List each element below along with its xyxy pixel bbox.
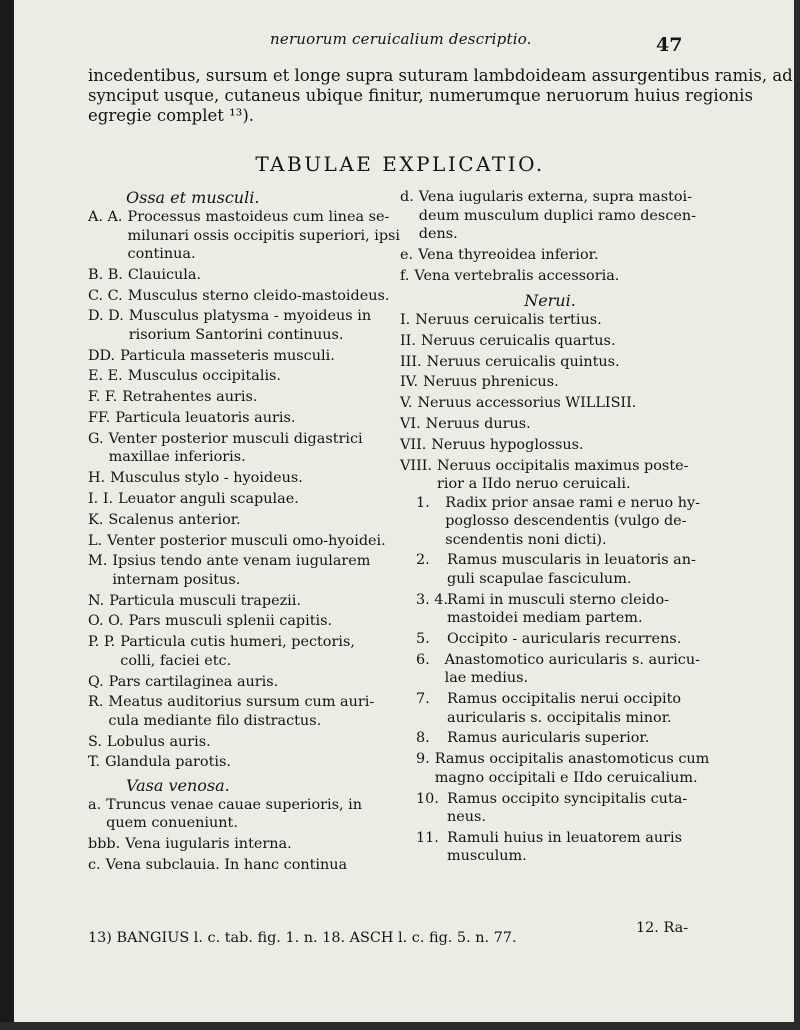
item-text-line: Neruus phrenicus. [423,374,559,391]
nerui-heading: Nerui. [524,291,576,311]
item-label: N. [88,592,105,609]
item-text-line: milunari ossis occipitis superiori, ipsi [127,227,401,244]
item-text-line: Musculus stylo - hyoideus. [110,470,303,487]
item-text [129,307,394,344]
item-label: 9. [416,751,430,768]
list-item [88,490,394,509]
item-text [107,733,394,752]
item-text-line: Pars musculi splenii capitis. [128,613,333,630]
item-text [109,592,394,611]
item-text [447,729,700,748]
item-text-line: Neruus ceruicalis quintus. [426,353,620,370]
item-label: S. [88,733,102,750]
item-label: 1. [416,494,430,511]
list-item [88,693,394,730]
item-text-line: Particula cutis humeri, pectoris, [120,634,355,651]
item-label: F. F. [88,389,118,406]
list-item [400,551,700,588]
item-text-line: Ramus occipito syncipitalis cuta- [447,790,688,807]
item-text-line: Vena thyreoidea inferior. [418,246,599,263]
list-item [88,532,394,551]
item-text-line: Venter posterior musculi digastrici [108,430,363,447]
list-item [88,287,394,306]
item-label: 6. [416,651,430,668]
item-text [418,246,700,265]
item-text-line: colli, faciei etc. [120,652,232,669]
item-text [447,790,700,827]
list-item [88,673,394,692]
list-item [400,267,700,286]
item-label: 8. [416,730,430,747]
item-label: V. [400,395,413,412]
item-text-line: Scalenus anterior. [108,511,241,528]
item-text [128,266,394,285]
item-text [445,494,700,550]
item-label: 7. [416,691,430,708]
item-label: C. C. [88,287,123,304]
item-text [122,388,394,407]
item-text-line: Lobulus auris. [106,733,211,750]
item-text-line: Particula masseteris musculi. [120,347,335,364]
item-text-line: Ramus occipitalis nerui occipito [447,691,682,708]
list-item [400,630,700,649]
list-item [400,311,700,330]
item-text-line: Neruus ceruicalis quartus. [420,332,616,349]
intro-paragraph [88,66,793,126]
nerui-list [400,311,700,494]
list-item [88,347,394,366]
list-item [88,733,394,752]
right-column [400,188,710,866]
item-text-line: dens. [418,226,458,242]
item-text [128,208,401,264]
item-text-line: Musculus sterno cleido-mastoideus. [127,287,390,304]
item-text-line: Radix prior ansae rami e neruo hy- [445,494,700,511]
item-text-line: Meatus auditorius sursum cum auri- [108,694,375,711]
list-item [88,430,394,467]
list-item [400,690,700,727]
item-text [447,630,700,649]
list-item [88,266,394,285]
running-head: neruorum ceruicalium descriptio. [270,30,532,48]
item-text [414,267,700,286]
catchword: 12. Ra- [636,920,689,936]
list-item [400,729,700,748]
item-text [110,469,394,488]
item-text-line: Anastomotico auricularis s. auricu- [444,651,700,668]
intro-line: egregie complet ¹³). [88,106,255,125]
ossa-heading: Ossa et musculi. [126,188,260,207]
item-text [105,753,394,772]
item-text-line: Neruus hypoglossus. [431,436,584,453]
item-text-line: rior a IIdo neruo ceruicali. [437,476,631,493]
footnote: 13) BANGIUS l. c. tab. fig. 1. n. 18. ASCH l. c. fig. 5. n. 77. [88,930,517,946]
item-text-line: Vena iugularis interna. [125,836,292,853]
item-text-line: Vena iugularis externa, supra mastoi- [418,189,693,205]
item-text-line: Ramus auricularis superior. [447,730,650,747]
item-text-line: Truncus venae cauae superioris, in [106,796,363,813]
list-item [88,835,394,854]
item-text-line: neus. [447,809,487,826]
list-item [400,457,700,494]
vasa-list-left [88,796,394,875]
item-text-line: Processus mastoideus cum linea se- [127,209,390,225]
item-text-line: continua. [127,246,196,262]
list-item [88,612,394,631]
item-text-line: maxillae inferioris. [108,449,246,466]
item-text-line: scendentis noni dicti). [445,531,607,548]
item-label: VI. [400,416,421,433]
item-text-line: risorium Santorini continuus. [128,326,344,343]
list-item [400,790,700,827]
list-item [88,511,394,530]
item-label: II. [400,332,416,349]
intro-line: synciput usque, cutaneus ubique finitur, numerumque neruorum huius regionis [88,86,753,105]
item-text-line: Particula leuatoris auris. [115,410,296,427]
list-item [400,394,700,413]
list-item [400,750,710,787]
list-item [88,552,394,589]
list-item [88,469,394,488]
ossa-list [88,208,401,772]
item-text [435,750,710,787]
item-label: G. [88,430,104,447]
vasa-list-right [400,188,700,285]
item-text-line: poglosso descendentis (vulgo de- [445,513,687,530]
scan-edge-bottom [0,1022,800,1030]
item-text-line: Ramus occipitalis anastomoticus cum [434,751,710,768]
item-label: DD. [88,347,116,364]
list-item [400,591,700,628]
item-text-line: Neruus accessorius WILLISII. [417,395,637,412]
item-text-line: Venter posterior musculi omo-hyoidei. [107,532,386,549]
item-label: VII. [400,436,427,453]
item-text-line: Musculus occipitalis. [127,368,282,385]
item-label: f. [400,267,410,284]
item-label: IV. [400,374,419,391]
list-item [88,856,394,875]
list-item [400,436,700,455]
item-label: I. [400,312,411,329]
item-text [437,457,700,494]
item-text [107,532,394,551]
item-label: O. O. [88,613,124,630]
item-text-line: Leuator anguli scapulae. [118,490,299,507]
item-text [445,651,700,688]
item-text-line: deum musculum duplici ramo descen- [418,207,697,224]
list-item [400,651,700,688]
list-item [88,307,394,344]
list-item [88,367,394,386]
item-label: 10. [416,790,439,807]
item-text [423,373,700,392]
item-text [447,591,700,628]
item-label: d. [400,189,414,205]
item-text-line: lae medius. [444,670,529,687]
item-text-line: internam positus. [112,571,241,588]
item-text [447,551,700,588]
item-text-line: Neruus ceruicalis tertius. [415,312,602,329]
list-item [88,592,394,611]
item-text-line: Pars cartilaginea auris. [108,673,279,690]
item-label: M. [88,553,108,570]
item-text-line: guli scapulae fasciculum. [447,570,632,587]
item-label: P. P. [88,634,116,651]
item-text [417,394,700,413]
item-label: III. [400,353,422,370]
item-label: FF. [88,410,111,427]
list-item [88,753,394,772]
list-item [400,332,700,351]
list-item [88,208,401,264]
item-text-line: cula mediante filo distractus. [108,712,322,729]
item-text [421,332,700,351]
list-item [400,494,700,550]
item-text [112,552,394,589]
item-text [128,367,394,386]
item-text-line: auricularis s. occipitalis minor. [447,709,672,726]
item-text [431,436,700,455]
list-item [400,415,700,434]
item-label: 5. [416,631,430,648]
section-title: TABULAE EXPLICATIO. [255,152,545,176]
list-item [400,188,700,244]
item-label: Q. [88,673,104,690]
item-label: T. [88,754,101,771]
item-label: L. [88,532,103,549]
vasa-heading: Vasa venosa. [126,775,230,795]
item-text-line: Vena vertebralis accessoria. [414,267,620,284]
item-text-line: musculum. [447,848,527,865]
item-text-line: magno occipitali e IIdo ceruicalium. [434,769,698,786]
item-text-line: Rami in musculi sterno cleido- [447,591,670,608]
item-text [108,511,394,530]
item-text-line: Glandula parotis. [105,754,231,771]
item-text [125,835,394,854]
item-label: 2. [416,552,430,569]
item-label: K. [88,511,104,528]
list-item [88,388,394,407]
item-text [129,612,394,631]
item-text-line: Clauicula. [127,266,202,283]
item-text [108,693,394,730]
item-label: H. [88,470,106,487]
list-item [400,246,700,265]
item-label: A. A. [88,209,123,225]
item-text [415,311,700,330]
list-item [88,409,394,428]
list-item [400,829,700,866]
item-text [120,347,394,366]
item-text [447,690,700,727]
item-text [427,353,700,372]
item-text-line: Vena subclauia. In hanc continua [105,857,348,874]
item-label: e. [400,246,414,263]
item-label: c. [88,857,101,874]
item-text-line: Ramuli huius in leuatorem auris [447,829,682,846]
item-label: D. D. [88,308,124,325]
left-column [88,188,401,875]
item-text-line: quem conueniunt. [106,815,238,832]
item-text-line: Ipsius tendo ante venam iugularem [112,553,371,570]
item-text [120,633,394,670]
list-item [400,353,700,372]
item-text-line: Neruus durus. [425,416,531,433]
item-label: 11. [416,829,439,846]
item-text [109,430,394,467]
item-label: VIII. [400,457,433,474]
item-text [106,796,394,833]
item-text [118,490,394,509]
item-label: 3. 4. [416,591,449,608]
list-item [88,796,394,833]
item-label: R. [88,694,104,711]
item-text-line: Occipito - auricularis recurrens. [447,631,682,648]
list-item [400,373,700,392]
item-text-line: Musculus platysma - myoideus in [128,308,372,325]
item-text [106,856,394,875]
intro-line: incedentibus, sursum et longe supra suturam lambdoideam assurgentibus ramis, ad [88,66,793,85]
item-text-line: Ramus muscularis in leuatoris an- [447,552,696,569]
item-text-line: Retrahentes auris. [122,389,258,406]
page-number: 47 [656,34,683,56]
item-text [426,415,700,434]
item-label: B. B. [88,266,123,283]
item-text-line: Particula musculi trapezii. [109,592,301,609]
item-label: I. I. [88,490,114,507]
item-text [419,188,700,244]
item-text-line: Neruus occipitalis maximus poste- [437,457,689,474]
item-text-line: mastoidei mediam partem. [447,610,643,627]
item-text [128,287,394,306]
item-text [447,829,700,866]
rami-list [400,494,710,866]
item-text [115,409,394,428]
item-label: bbb. [88,836,121,853]
item-label: a. [88,796,102,813]
item-text [109,673,394,692]
item-label: E. E. [88,368,123,385]
list-item [88,633,394,670]
